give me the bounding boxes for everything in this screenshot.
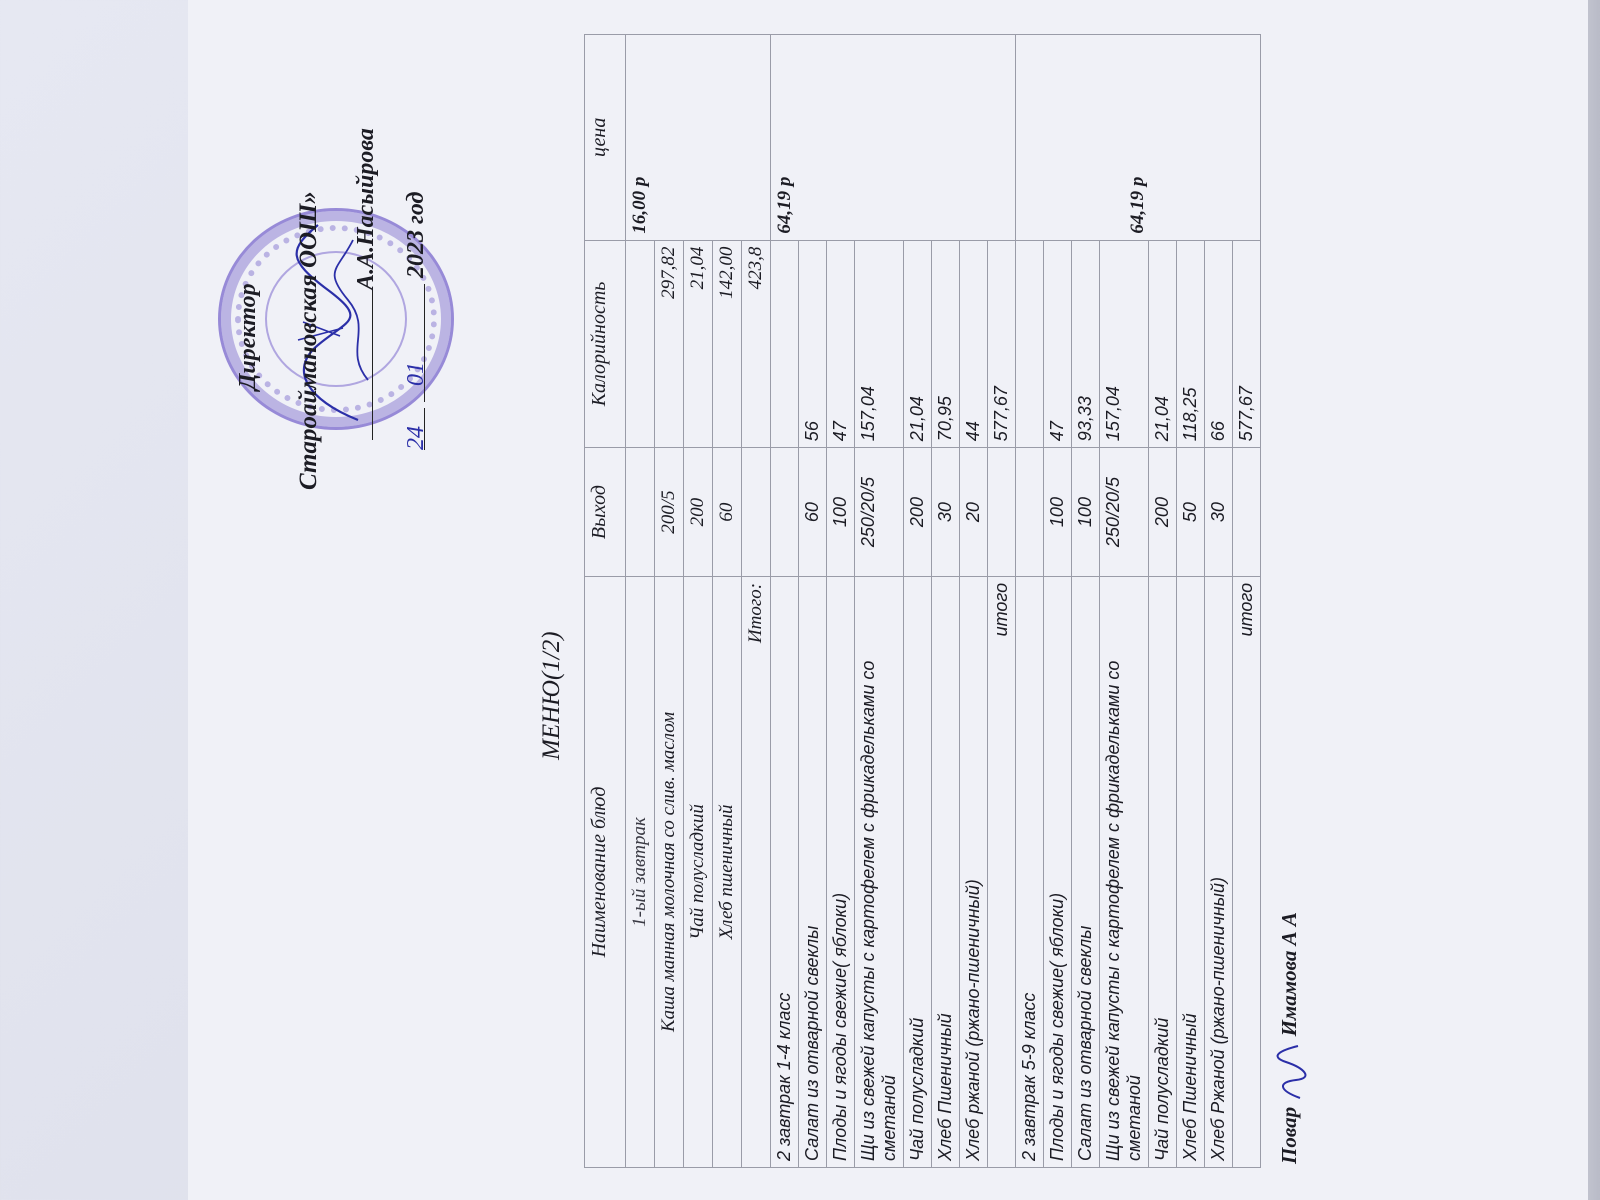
dish-calories: 21,04	[684, 240, 713, 448]
dish-name: Хлеб пшеничный	[713, 576, 742, 1167]
header-calories: Калорийность	[585, 240, 626, 448]
total-calories: 577,67	[1233, 240, 1261, 448]
dish-calories: 142,00	[713, 240, 742, 448]
dish-portion: 30	[932, 448, 960, 577]
approval-title: Директор	[235, 283, 261, 390]
dish-name: Каша манная молочная со слив. маслом	[655, 576, 684, 1167]
cook-name: Имамова А А	[1276, 912, 1301, 1037]
rotated-document-sheet	[188, 0, 1600, 1200]
approval-year: 2023 год	[403, 191, 429, 278]
dish-name: Салат из отварной свеклы	[799, 576, 827, 1167]
dish-portion: 30	[1205, 448, 1233, 577]
dish-portion: 60	[713, 448, 742, 577]
dish-calories: 44	[960, 240, 988, 448]
dish-portion: 250/20/5	[855, 448, 904, 577]
empty-cell	[1233, 448, 1261, 577]
dish-portion: 200	[1149, 448, 1177, 577]
dish-calories: 66	[1205, 240, 1233, 448]
cook-signature-line	[1274, 912, 1308, 1164]
empty-cell	[1016, 240, 1044, 448]
total-label: итого	[1233, 576, 1261, 1167]
dish-name: Хлеб ржаной (ржано-пшеничный)	[960, 576, 988, 1167]
dish-name: Плоды и ягоды свежие( яблоки)	[1044, 576, 1072, 1167]
dish-calories: 93,33	[1072, 240, 1100, 448]
dish-calories: 157,04	[1100, 240, 1149, 448]
date-month-handwritten: 01	[403, 362, 429, 386]
section-price: 64,19 р	[771, 35, 1016, 241]
section-heading: 2 завтрак 1-4 класс	[771, 576, 799, 1167]
dish-portion: 200/5	[655, 448, 684, 577]
menu-table	[584, 34, 1261, 1168]
empty-cell	[742, 448, 771, 577]
dish-name: Хлеб Пшеничный	[1177, 576, 1205, 1167]
section-heading-row	[626, 35, 655, 1168]
dish-portion: 200	[684, 448, 713, 577]
dish-portion: 250/20/5	[1100, 448, 1149, 577]
dish-calories: 157,04	[855, 240, 904, 448]
date-day-handwritten: 24	[403, 426, 429, 450]
dish-calories: 70,95	[932, 240, 960, 448]
section-heading-row	[1016, 35, 1044, 1168]
dish-calories: 47	[1044, 240, 1072, 448]
signature-blank	[352, 290, 373, 440]
total-label: итого	[988, 576, 1016, 1167]
dish-name: Чай полусладкий	[1149, 576, 1177, 1167]
dish-name: Хлеб Ржаной (ржано-пшеничный)	[1205, 576, 1233, 1167]
cook-signature-icon	[1274, 1042, 1308, 1102]
total-calories: 423,8	[742, 240, 771, 448]
dish-name: Чай полусладкий	[684, 576, 713, 1167]
menu-title: МЕНЮ(1/2)	[538, 631, 565, 760]
section-heading: 2 завтрак 5-9 класс	[1016, 576, 1044, 1167]
section-price: 16,00 р	[626, 35, 771, 241]
total-label: Итого:	[742, 576, 771, 1167]
dish-calories: 56	[799, 240, 827, 448]
dish-portion: 100	[1072, 448, 1100, 577]
dish-portion: 100	[827, 448, 855, 577]
approval-signer: А.А.Насыйрова	[353, 128, 379, 290]
dish-calories: 47	[827, 240, 855, 448]
dish-portion: 60	[799, 448, 827, 577]
dish-portion: 100	[1044, 448, 1072, 577]
dish-portion: 50	[1177, 448, 1205, 577]
date-day-blank	[403, 408, 429, 450]
header-dish-name: Наименование блюд	[585, 576, 626, 1167]
empty-cell	[771, 240, 799, 448]
empty-cell	[626, 448, 655, 577]
dish-calories: 21,04	[1149, 240, 1177, 448]
dish-calories: 21,04	[904, 240, 932, 448]
section-heading: 1-ый завтрак	[626, 576, 655, 1167]
section-price: 64,19 р	[1016, 35, 1261, 241]
dish-name: Плоды и ягоды свежие( яблоки)	[827, 576, 855, 1167]
approval-organization: Староаймановская ООШ»	[295, 191, 322, 490]
empty-cell	[626, 240, 655, 448]
total-calories: 577,67	[988, 240, 1016, 448]
dish-calories: 297,82	[655, 240, 684, 448]
header-price: цена	[585, 35, 626, 241]
approval-date-line	[404, 192, 428, 450]
dish-name: Чай полусладкий	[904, 576, 932, 1167]
empty-cell	[1016, 448, 1044, 577]
dish-portion: 200	[904, 448, 932, 577]
table-header-row	[585, 35, 626, 1168]
header-portion: Выход	[585, 448, 626, 577]
dish-name: Щи из свежей капусты с картофелем с фрикадельками со сметаной	[855, 576, 904, 1167]
cook-role: Повар	[1276, 1106, 1301, 1164]
section-heading-row	[771, 35, 799, 1168]
date-month-blank	[403, 284, 429, 402]
dish-name: Хлеб Пшеничный	[932, 576, 960, 1167]
dish-portion: 20	[960, 448, 988, 577]
dish-name: Салат из отварной свеклы	[1072, 576, 1100, 1167]
empty-cell	[771, 448, 799, 577]
empty-cell	[988, 448, 1016, 577]
dish-name: Щи из свежей капусты с картофелем с фрикадельками со сметаной	[1100, 576, 1149, 1167]
dish-calories: 118,25	[1177, 240, 1205, 448]
approval-signer-line	[352, 128, 378, 440]
